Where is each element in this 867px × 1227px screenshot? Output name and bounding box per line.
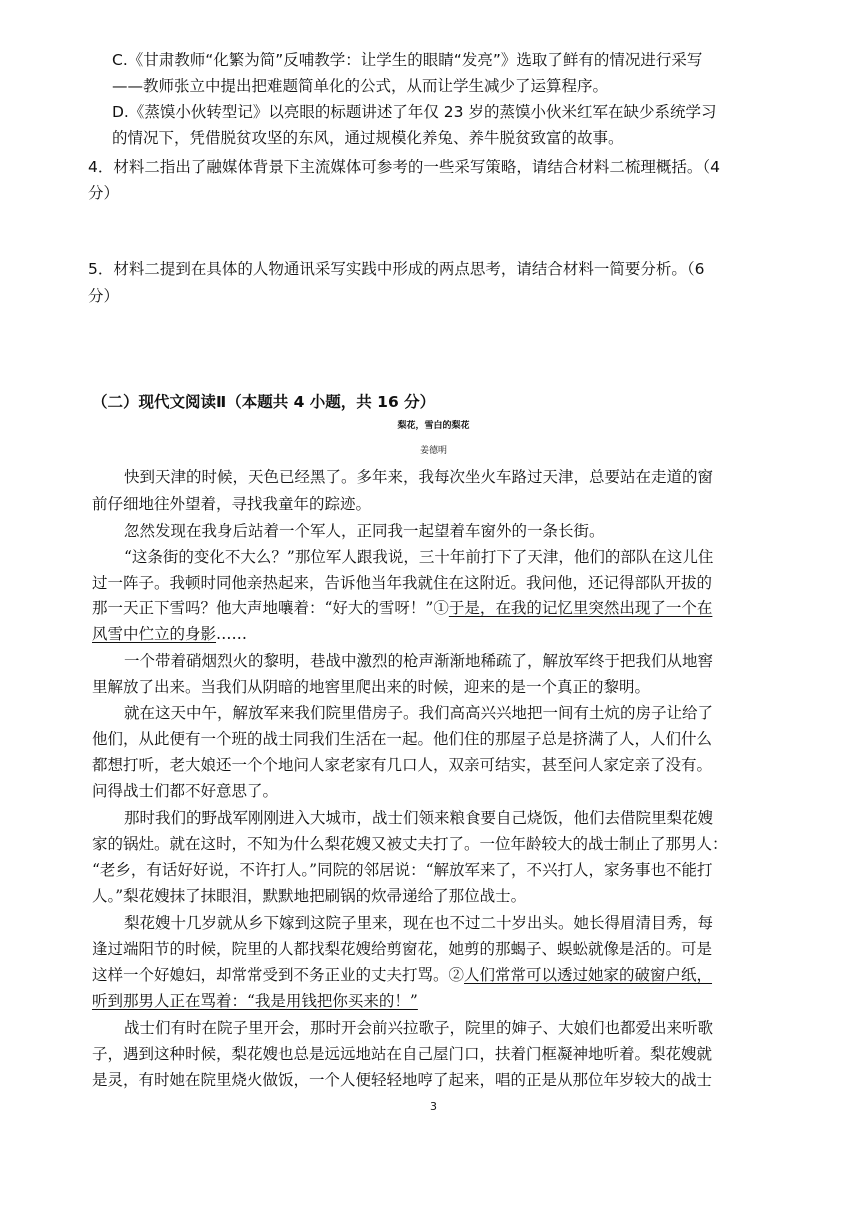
passage-line — [92, 990, 418, 1012]
passage-line: 忽然发现在我身后站着一个军人，正同我一起望着车窗外的一条长街。 — [124, 522, 605, 540]
passage-line: “这条街的变化不大么？”那位军人跟我说，三十年前打下了天津，他们的部队在这儿住 — [124, 548, 714, 566]
passage-line: 前仔细地往外望着，寻找我童年的踪迹。 — [92, 495, 372, 513]
underlined-sentence-1: 于是，在我的记忆里突然出现了一个在 — [448, 599, 713, 617]
passage-line — [92, 597, 712, 619]
underlined-sentence-2: 人们常常可以透过她家的破窗户纸， — [464, 966, 713, 984]
passage-line: 子，遇到这种时候，梨花嫂也总是远远地站在自己屋门口，扶着门框凝神地听着。梨花嫂就 — [92, 1045, 713, 1063]
passage-line: 过一阵子。我顿时同他亲热起来，告诉他当年我就住在这附近。我问他，还记得部队开拔的 — [92, 574, 713, 592]
passage-text: 这样一个好媳妇，却常常受到不务正业的丈夫打骂。② — [92, 966, 465, 984]
question-5-line-1: 5．材料二提到在具体的人物通讯采写实践中形成的两点思考，请结合材料一简要分析。（6 — [88, 260, 705, 278]
passage-line: 是灵，有时她在院里烧火做饭，一个人便轻轻地哼了起来，唱的正是从那位年岁较大的战士 — [92, 1071, 713, 1089]
passage-line: 家的锅灶。就在这时，不知为什么梨花嫂又被丈夫打了。一位年龄较大的战士制止了那男人： — [92, 835, 728, 853]
passage-line — [92, 623, 247, 645]
passage-text: …… — [216, 625, 248, 643]
option-c-line-2: ——教师张立中提出把难题简单化的公式，从而让学生减少了运算程序。 — [112, 77, 609, 95]
passage-line: 一个带着硝烟烈火的黎明，巷战中激烈的枪声渐渐地稀疏了，解放军终于把我们从地窖 — [124, 652, 714, 670]
section-heading: （二）现代文阅读Ⅱ（本题共 4 小题，共 16 分） — [92, 393, 436, 411]
page-number: 3 — [430, 1100, 437, 1113]
underlined-sentence-1-end: 风雪中伫立的身影 — [92, 625, 217, 643]
question-4-line-1: 4．材料二指出了融媒体背景下主流媒体可参考的一些采写策略，请结合材料二梳理概括。（4 — [88, 158, 720, 176]
option-d-line-2: 的情况下，凭借脱贫攻坚的东风，通过规模化养兔、养牛脱贫致富的故事。 — [112, 129, 624, 147]
passage-line: 逢过端阳节的时候，院里的人都找梨花嫂给剪窗花，她剪的那蝎子、蜈蚣就像是活的。可是 — [92, 940, 713, 958]
underlined-sentence-2-end: 听到那男人正在骂着：“我是用钱把你买来的！” — [92, 992, 418, 1010]
passage-text: 那一天正下雪吗？他大声地嚷着：“好大的雪呀！”① — [92, 599, 449, 617]
passage-line: 都想打听，老大娘还一个个地问人家老家有几口人，双亲可结实，甚至问人家定亲了没有。 — [92, 756, 713, 774]
passage-line: 战士们有时在院子里开会，那时开会前兴拉歌子，院里的婶子、大娘们也都爱出来听歌 — [124, 1019, 714, 1037]
passage-line: 人。”梨花嫂抹了抹眼泪，默默地把刷锅的炊帚递给了那位战士。 — [92, 887, 527, 905]
passage-line: 快到天津的时候，天色已经黑了。多年来，我每次坐火车路过天津，总要站在走道的窗 — [124, 468, 714, 486]
passage-author: 姜德明 — [419, 446, 447, 456]
passage-line: 问得战士们都不好意思了。 — [92, 782, 279, 800]
option-c-line-1: C.《甘肃教师“化繁为简”反哺教学：让学生的眼睛“发亮”》选取了鲜有的情况进行采写 — [112, 51, 703, 69]
passage-title: 梨花，雪白的梨花 — [397, 421, 470, 431]
passage-line: “老乡，有话好好说，不许打人。”同院的邻居说：“解放军来了，不兴打人，家务事也不能打 — [92, 861, 713, 879]
option-d-line-1: D.《蒸馍小伙转型记》以亮眼的标题讲述了年仅 23 岁的蒸馍小伙米红军在缺少系统学习 — [112, 103, 717, 121]
question-5-line-2: 分） — [88, 287, 120, 305]
passage-line: 那时我们的野战军刚刚进入大城市，战士们领来粮食要自己烧饭，他们去借院里梨花嫂 — [124, 809, 714, 827]
passage-line: 他们，从此便有一个班的战士同我们生活在一起。他们住的那屋子总是挤满了人，人们什么 — [92, 730, 713, 748]
passage-line — [92, 964, 712, 986]
passage-line: 里解放了出来。当我们从阴暗的地窖里爬出来的时候，迎来的是一个真正的黎明。 — [92, 678, 651, 696]
passage-line: 就在这天中午，解放军来我们院里借房子。我们高高兴兴地把一间有土炕的房子让给了 — [124, 704, 714, 722]
passage-line: 梨花嫂十几岁就从乡下嫁到这院子里来，现在也不过二十岁出头。她长得眉清目秀，每 — [124, 914, 714, 932]
question-4-line-2: 分） — [88, 184, 120, 202]
